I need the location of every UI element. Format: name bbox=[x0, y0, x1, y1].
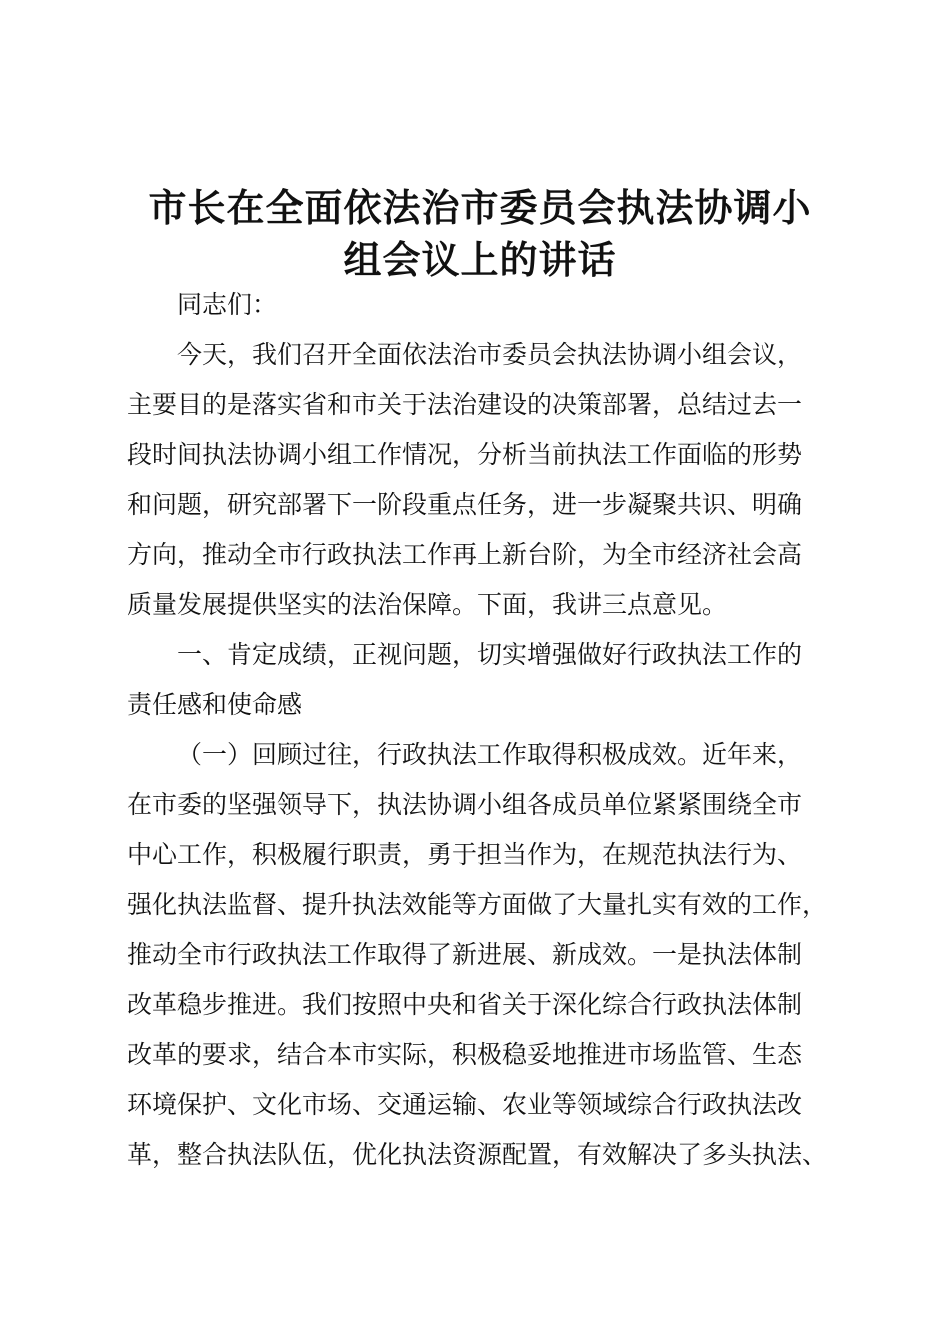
document-title-line-2: 组会议上的讲话 bbox=[343, 238, 617, 282]
paragraph-line: 质量发展提供坚实的法治保障。下面，我讲三点意见。 bbox=[127, 590, 728, 619]
paragraph-line: （一）回顾过往，行政执法工作取得积极成效。近年来， bbox=[177, 740, 803, 769]
paragraph-line: 改革的要求，结合本市实际，积极稳妥地推进市场监管、生态 bbox=[127, 1040, 803, 1069]
paragraph-line: 方向，推动全市行政执法工作再上新台阶，为全市经济社会高 bbox=[127, 540, 803, 569]
paragraph-line: 中心工作，积极履行职责，勇于担当作为，在规范执法行为、 bbox=[127, 840, 803, 869]
paragraph-line: 今天，我们召开全面依法治市委员会执法协调小组会议， bbox=[177, 340, 803, 369]
paragraph-line: 推动全市行政执法工作取得了新进展、新成效。一是执法体制 bbox=[127, 940, 803, 969]
section-heading-line: 责任感和使命感 bbox=[127, 690, 303, 719]
paragraph-line: 和问题，研究部署下一阶段重点任务，进一步凝聚共识、明确 bbox=[127, 490, 803, 519]
paragraph-line: 强化执法监督、提升执法效能等方面做了大量扎实有效的工作， bbox=[127, 890, 828, 919]
paragraph-line: 段时间执法协调小组工作情况，分析当前执法工作面临的形势 bbox=[127, 440, 803, 469]
document-title-line-1: 市长在全面依法治市委员会执法协调小 bbox=[148, 186, 812, 230]
salutation: 同志们： bbox=[177, 290, 278, 319]
paragraph-line: 革，整合执法队伍，优化执法资源配置，有效解决了多头执法、 bbox=[127, 1140, 828, 1169]
paragraph-line: 主要目的是落实省和市关于法治建设的决策部署，总结过去一 bbox=[127, 390, 803, 419]
paragraph-line: 改革稳步推进。我们按照中央和省关于深化综合行政执法体制 bbox=[127, 990, 803, 1019]
paragraph-line: 在市委的坚强领导下，执法协调小组各成员单位紧紧围绕全市 bbox=[127, 790, 803, 819]
paragraph-line: 环境保护、文化市场、交通运输、农业等领域综合行政执法改 bbox=[127, 1090, 803, 1119]
section-heading-line: 一、肯定成绩，正视问题，切实增强做好行政执法工作的 bbox=[177, 640, 803, 669]
